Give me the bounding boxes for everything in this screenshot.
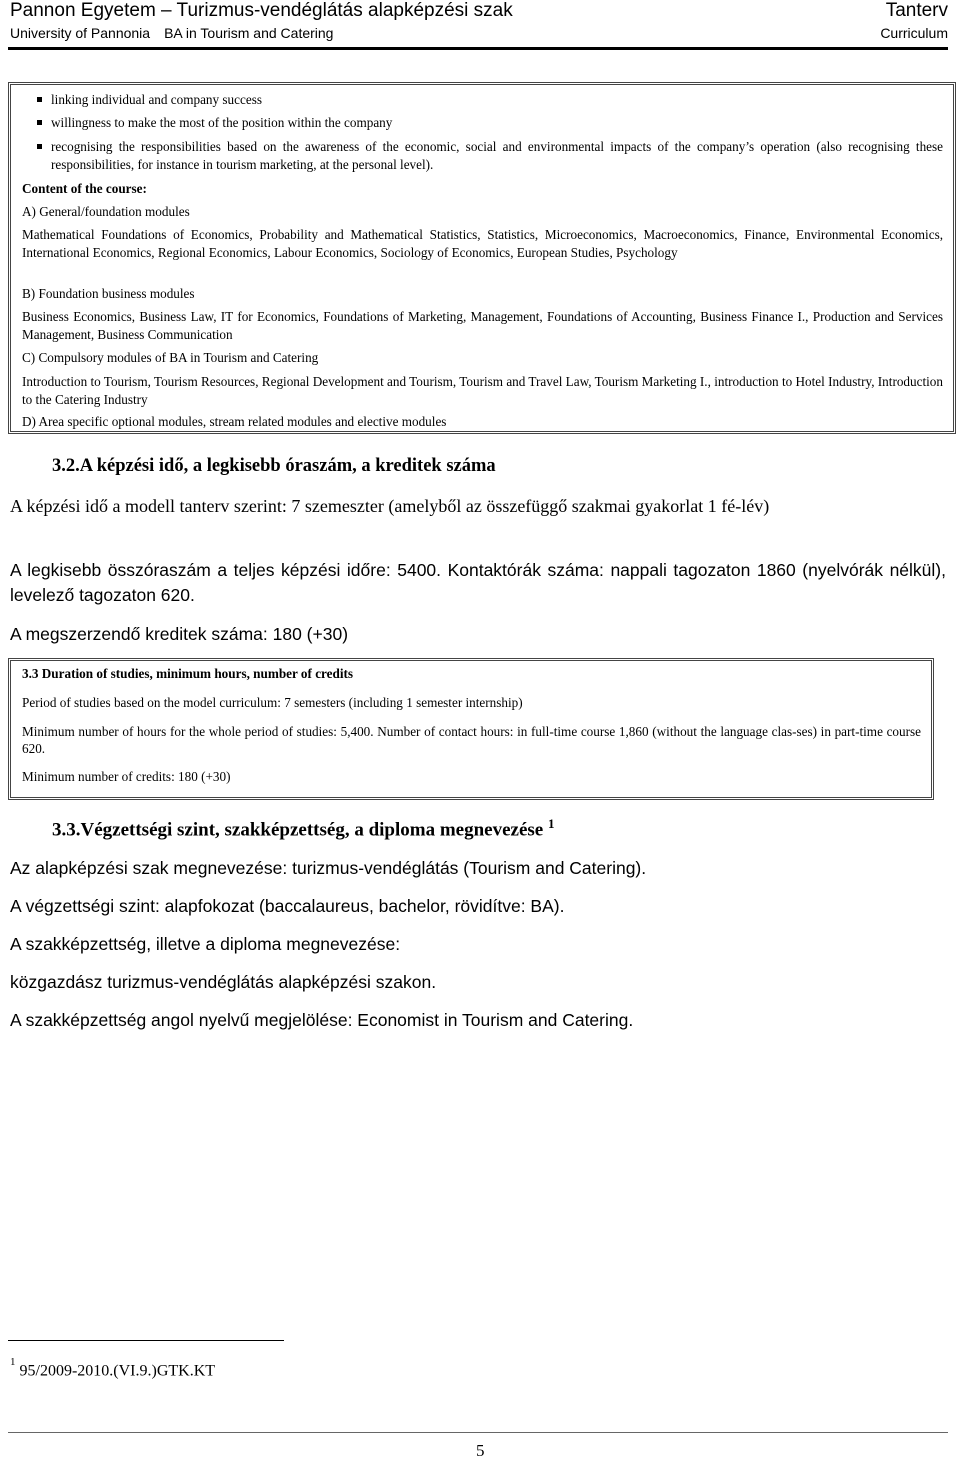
header-subtitle xyxy=(10,25,333,41)
module-b-text: Business Economics, Business Law, IT for Economics, Foundations of Marketing, Management, Foundations of Accounting, Business Finance I., Production and Services Management, Business Communication xyxy=(22,309,943,342)
duration-credits: Minimum number of credits: 180 (+30) xyxy=(22,769,231,784)
list-item: willingness to make the most of the position within the company xyxy=(51,114,943,132)
header-rule xyxy=(8,47,948,50)
header-programme: BA in Tourism and Catering xyxy=(164,25,334,41)
duration-hours: Minimum number of hours for the whole period of studies: 5,400. Number of contact hours: in full-time course 1,860 (without the language clas-ses) in part-time course 620. xyxy=(22,724,921,756)
footnote xyxy=(10,1356,216,1380)
section-3-2-heading: 3.2.A képzési idő, a legkisebb óraszám, a kreditek száma xyxy=(52,456,496,476)
duration-heading: 3.3 Duration of studies, minimum hours, number of credits xyxy=(22,666,354,681)
list-item: recognising the responsibilities based on the awareness of the economic, social and environmental impacts of the company’s operation (also recognising these responsibilities, for instance in tourism marketing, at the personal level). xyxy=(51,138,943,174)
bullet-icon xyxy=(37,144,42,149)
header-doc-type: Tanterv xyxy=(885,0,948,21)
section-3-3-heading: 3.3.Végzettségi szint, szakképzettség, a diploma megnevezése $^1$ xyxy=(52,816,555,841)
qualification-name: közgazdász turizmus-vendéglátás alapképzési szakon. xyxy=(10,972,437,992)
duration-box xyxy=(8,658,934,800)
qualification-english: A szakképzettség angol nyelvű megjelölése: Economist in Tourism and Catering. xyxy=(10,1010,634,1030)
bullet-icon xyxy=(37,120,42,125)
qualification-label: A szakképzettség, illetve a diploma megnevezése: xyxy=(10,934,401,954)
list-item: linking individual and company success xyxy=(51,91,943,109)
footer-rule xyxy=(8,1432,948,1433)
page-number: 5 xyxy=(476,1441,485,1460)
running-header xyxy=(10,0,948,24)
footnote-mark: 1 xyxy=(10,1356,16,1368)
header-doc-type-en: Curriculum xyxy=(880,25,948,41)
header-title: Pannon Egyetem – Turizmus-vendéglátás alapképzési szak xyxy=(10,0,513,21)
module-a-heading: A) General/foundation modules xyxy=(22,204,190,219)
footnote-separator xyxy=(8,1340,284,1341)
programme-name-paragraph: Az alapképzési szak megnevezése: turizmus-vendéglátás (Tourism and Catering). xyxy=(10,858,647,878)
content-heading: Content of the course: xyxy=(22,181,147,196)
module-d-heading: D) Area specific optional modules, stream related modules and elective modules xyxy=(22,414,447,429)
header-university: University of Pannonia xyxy=(10,25,151,41)
module-b-heading: B) Foundation business modules xyxy=(22,286,195,301)
bullet-icon xyxy=(37,97,42,102)
study-period-paragraph: A képzési idő a modell tanterv szerint: 7 szemeszter (amelyből az összefüggő szakmai gyakorlat 1 fé-lév) xyxy=(10,496,770,516)
running-subheader xyxy=(10,25,948,41)
duration-period: Period of studies based on the model curriculum: 7 semesters (including 1 semester internship) xyxy=(22,695,523,710)
course-content-box xyxy=(8,82,956,434)
module-c-text: Introduction to Tourism, Tourism Resources, Regional Development and Tourism, Tourism and Travel Law, Tourism Marketing I., introduction to Hotel Industry, Introduction to the Catering Industry xyxy=(22,374,943,407)
footnote-reference: 1 xyxy=(548,816,555,831)
degree-level-paragraph: A végzettségi szint: alapfokozat (baccalaureus, bachelor, rövidítve: BA). xyxy=(10,896,565,916)
module-a-text: Mathematical Foundations of Economics, Probability and Mathematical Statistics, Statistics, Microeconomics, Macroeconomics, Finance, Environmental Economics, International Economics, Regional Economics, Labour Economics, Sociology of Economics, European Studies, Psychology xyxy=(22,227,943,260)
hours-paragraph: A legkisebb összóraszám a teljes képzési időre: 5400. Kontaktórák száma: nappali tagozaton 1860 (nyelvórák nélkül), levelező tagozaton 620. xyxy=(10,560,946,605)
module-c-heading: C) Compulsory modules of BA in Tourism and Catering xyxy=(22,350,319,365)
footnote-text: 95/2009-2010.(VI.9.)GTK.KT xyxy=(19,1362,216,1380)
credits-paragraph: A megszerzendő kreditek száma: 180 (+30) xyxy=(10,624,349,644)
